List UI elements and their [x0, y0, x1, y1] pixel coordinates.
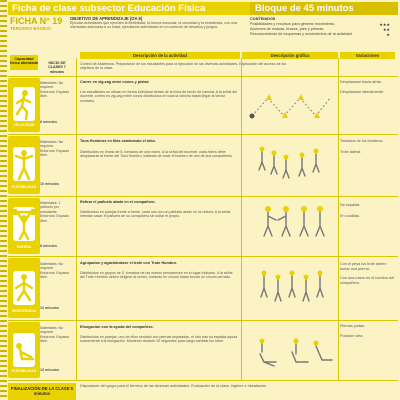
- divider: [76, 58, 77, 380]
- closing-label: FINALIZACIÓN DE LA CLASE 5 minutos: [8, 383, 76, 400]
- row-duration: 10 minutos: [40, 182, 59, 186]
- circle-group-diagram-icon: [252, 264, 332, 314]
- sitting-stretch-figure-icon: [12, 332, 36, 368]
- title-banner: [8, 2, 398, 15]
- row-variation: Posición vela.: [340, 334, 364, 338]
- row-variation: En cuclillas.: [340, 214, 361, 218]
- row-duration: 10 minutos: [40, 368, 59, 372]
- row-text: Los estudiantes se ubican en forma individual detrás de la línea de fondo de cancha. A la señal del docente, corren en zig-zag entre conos distribuidos en toda la cancha hasta llegar al sector contrario.: [80, 90, 238, 103]
- spiral-binding: [0, 0, 7, 400]
- ficha-grade: TERCERO BÁSICO: [10, 26, 51, 31]
- row-variation: Desplazarse hacia atrás.: [340, 80, 382, 84]
- header-description: Descripción de la actividad: [80, 52, 240, 59]
- row-title: Agrupados y agachándose el trote con Trote Hombro.: [80, 261, 178, 265]
- divider: [8, 76, 398, 77]
- closing-text: Disposición del grupo para el término de las diversas actividades. Evaluación de la clase, higiene e hidratación.: [80, 384, 268, 388]
- start-label: INICIO DE CLASES 7 minutos: [48, 61, 66, 74]
- group-line-diagram-icon: [252, 142, 332, 192]
- row-title: Correr en zig-zag entre conos y pistas: [80, 80, 149, 84]
- banner-duration: Bloque de 45 minutos: [250, 2, 398, 15]
- row-materials: Materiales: No requiere. Entornos: Espacio libre.: [40, 140, 70, 158]
- banner-title: Ficha de clase subsector Educación Física: [8, 2, 250, 15]
- partner-stretch-diagram-icon: [252, 332, 334, 372]
- row-variation: Con el pesa los trote deben tomar una pierna.: [340, 262, 387, 271]
- divider: [8, 256, 398, 257]
- row-materials: Materiales: No requiere. Entornos: Espacio libre.: [40, 262, 70, 280]
- row-variation: Con una mano en el hombro del compañero.: [340, 276, 395, 285]
- row-duration: 8 minutos: [40, 120, 57, 124]
- row-text: Distribuidos en parejas, uno de ellos sentado con piernas separadas, el otro tras su espalda ayuda suavemente a la elongación. Mantener durante 20 segundos para luego cambiar los roles.: [80, 335, 238, 344]
- contents-item-text: Reconocimiento de esquemas y movimientos de la actividad.: [250, 32, 353, 36]
- contents-block: [250, 17, 390, 37]
- row-capacity: FUERZA: [16, 245, 32, 249]
- contents-item-text: Posibilidades y recursos para generar movimiento.: [250, 22, 336, 26]
- row-capacity: VELOCIDAD: [13, 123, 35, 127]
- row-variation: Piernas juntas.: [340, 324, 366, 328]
- divider: [8, 134, 398, 135]
- row-title: Elongación con la ayuda del compañero.: [80, 325, 154, 329]
- header-variations: Variaciones: [340, 52, 395, 59]
- row-materials: Materiales: No requiere. Entornos: Espacio libre.: [40, 81, 70, 99]
- row-duration: 8 minutos: [40, 244, 57, 248]
- row-title: Toca Hombros en filas caminando el mito.: [80, 139, 156, 143]
- stretching-figure-icon: [12, 146, 36, 182]
- jumping-figure-icon: [12, 270, 36, 306]
- contents-item-text: Acciones de mutuas, brazos, pies y piernas.: [250, 27, 325, 31]
- pairs-diagram-icon: [256, 202, 332, 248]
- header-capacity: Capacidad física abordada: [10, 55, 38, 70]
- row-materials: Materiales: No requiere. Entornos: Espacio libre.: [40, 326, 70, 344]
- divider: [338, 58, 339, 380]
- contents-label: CONTENIDOS: [250, 17, 276, 21]
- row-text: Distribuidos en líneas de 5, tomados de una mano. A la señal del docente, cada hilera debe desplazarse al frente del Toca Hombro, tratando de tocar el hombro de uno de sus compañeros.: [80, 150, 233, 159]
- divider: [8, 196, 398, 197]
- row-variation: Tomados de los hombros.: [340, 139, 384, 143]
- contents-item: [250, 32, 390, 37]
- objective-block: [70, 17, 240, 30]
- row-duration: 10 minutos: [40, 306, 59, 310]
- divider: [241, 58, 242, 380]
- row-capacity: FLEXIBILIDAD: [11, 185, 37, 189]
- ficha-block: [10, 17, 68, 32]
- objective-text: Ejecutar actividades que ejerciten la flexibilidad, la fuerza muscular, la velocidad y la resistencia, con una intensidad adecuada a su edad, ejercitando actividades en un contexto de desafíos y juegos.: [70, 21, 238, 30]
- divider: [8, 380, 398, 381]
- rating-stars: ★★★: [379, 22, 390, 27]
- row-variation: Desplazarse lateralmente.: [340, 90, 385, 94]
- rating-stars: ★: [386, 32, 390, 37]
- zigzag-diagram-icon: [246, 86, 336, 126]
- rating-stars: ★★: [382, 27, 390, 32]
- header-graphic: Descripción gráfica: [242, 52, 338, 59]
- objective-label: OBJETIVO DE APRENDIZAJE (OA 6): [70, 16, 143, 21]
- row-variation: De espalda.: [340, 203, 361, 207]
- row-materials: Materiales: 1 pañuelo por estudiante. Entornos: Espacio libre.: [40, 201, 70, 223]
- running-figure-icon: [12, 86, 36, 122]
- row-capacity: RESISTENCIA: [11, 309, 37, 313]
- row-capacity: FLEXIBILIDAD: [11, 369, 37, 373]
- warmup-text: Control de Asistencia. Preparación de los estudiantes para la ejecución de las diversas actividades. Explicación del acceso de los objetivos de la clase.: [80, 62, 287, 71]
- row-variation: Trote lateral.: [340, 150, 362, 154]
- row-text: Distribuidos en grupos de 5, tomados de las manos permanecen en el lugar indicado. A la señal del Trote Hombro deben dirigirse al centro, trotando en círculo hasta formar un círculo cerrado.: [80, 271, 233, 280]
- weightlifting-figure-icon: [12, 206, 36, 242]
- row-title: Retirar el pañuelo atado en el compañero.: [80, 200, 156, 204]
- ficha-number: FICHA N° 19: [10, 16, 63, 26]
- row-text: Distribuidos en parejas frente a frente, cada uno con un pañuelo atado en la cintura. A la señal intentan sacar el pañuelo de su compañero sin soltar el propio.: [80, 210, 231, 219]
- divider: [8, 320, 398, 321]
